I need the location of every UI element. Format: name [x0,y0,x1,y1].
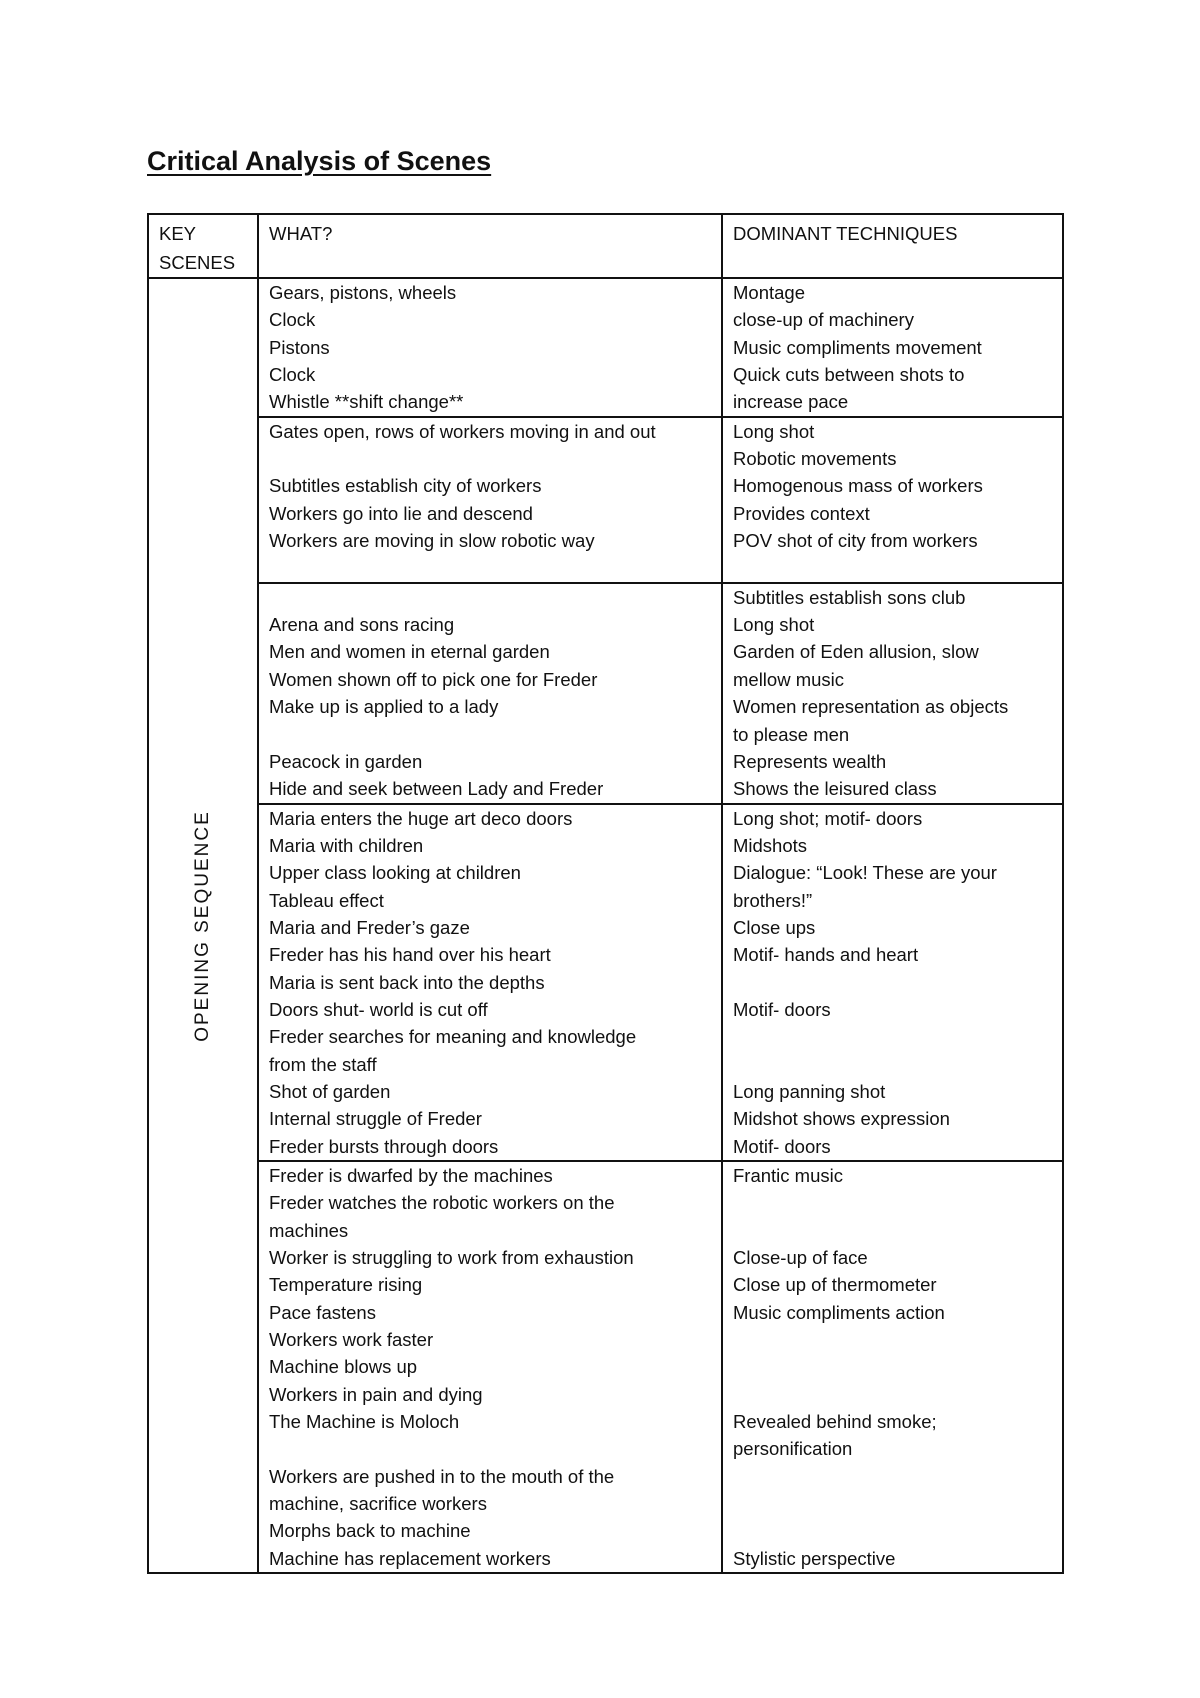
header-what: WHAT? [258,214,722,278]
techniques-cell [722,804,1063,1161]
table-row [148,804,1063,1161]
what-line: Machine blows up [269,1356,418,1378]
technique-line: Represents wealth [733,750,887,772]
header-row [148,214,1063,278]
what-line: Pace fastens [269,1301,376,1323]
what-line: Peacock in garden [269,750,423,772]
header-key-scenes: KEY SCENES [148,214,258,278]
technique-line: Women representation as objects [733,696,1009,718]
technique-line: Long panning shot [733,1080,886,1102]
techniques-cell [722,1161,1063,1573]
what-line: Temperature rising [269,1274,423,1296]
what-line: Maria is sent back into the depths [269,971,545,993]
technique-line: Robotic movements [733,448,897,470]
analysis-table [147,213,1064,1574]
what-line: Gears, pistons, wheels [269,282,457,303]
technique-line [733,1326,1052,1353]
what-cell [258,583,722,804]
key-scene-cell [148,278,258,1573]
what-line [269,1435,711,1462]
what-line: Clock [269,364,316,386]
what-line: Workers go into lie and descend [269,502,533,524]
technique-line: Long shot; motif- doors [733,807,923,829]
what-line: Gates open, rows of workers moving in and out [269,420,656,442]
technique-line [733,1189,1052,1216]
what-line: Maria with children [269,834,424,856]
what-line: machines [269,1219,349,1241]
what-line: Workers are pushed in to the mouth of the [269,1465,615,1487]
what-line: Maria enters the huge art deco doors [269,807,573,829]
technique-line [733,1353,1052,1380]
technique-line: Motif- doors [733,1135,831,1157]
what-line: Women shown off to pick one for Freder [269,668,598,690]
technique-line [733,969,1052,996]
technique-line: Revealed behind smoke; [733,1411,937,1433]
what-line: Freder bursts through doors [269,1135,499,1157]
technique-line: mellow music [733,668,845,690]
what-line: Morphs back to machine [269,1520,471,1542]
what-cell [258,804,722,1161]
technique-line [733,1517,1052,1544]
what-line: Machine has replacement workers [269,1547,551,1569]
what-line: Freder searches for meaning and knowledge [269,1026,637,1048]
what-line: Freder has his hand over his heart [269,944,551,966]
technique-line: Frantic music [733,1165,843,1186]
technique-line: close-up of machinery [733,309,914,331]
table-row [148,417,1063,583]
technique-line: personification [733,1438,853,1460]
what-line: machine, sacrifice workers [269,1493,487,1515]
technique-line [733,1490,1052,1517]
what-line: Doors shut- world is cut off [269,998,488,1020]
technique-line: Stylistic perspective [733,1547,896,1569]
technique-line [733,1463,1052,1490]
technique-line [733,1023,1052,1050]
what-line: Workers work faster [269,1329,434,1351]
what-line: Pistons [269,336,330,358]
what-cell [258,1161,722,1573]
technique-line: Long shot [733,614,815,636]
technique-line: Long shot [733,420,815,442]
technique-line: Montage [733,282,805,303]
what-line: Arena and sons racing [269,614,455,636]
what-line: Freder watches the robotic workers on the [269,1192,615,1214]
what-line: Men and women in eternal garden [269,641,550,663]
key-scene-label: OPENING SEQUENCE [192,809,213,1042]
technique-line [733,1217,1052,1244]
techniques-cell [722,417,1063,583]
what-line: Whistle **shift change** [269,391,464,413]
technique-line: Provides context [733,502,870,524]
header-techniques: DOMINANT TECHNIQUES [722,214,1063,278]
techniques-cell [722,583,1063,804]
technique-line: Midshot shows expression [733,1108,950,1130]
what-line: Tableau effect [269,889,384,911]
technique-line: Motif- doors [733,998,831,1020]
what-line: Upper class looking at children [269,862,521,884]
technique-line: Homogenous mass of workers [733,475,983,497]
technique-line: POV shot of city from workers [733,530,978,552]
technique-line [733,554,1052,581]
table-row [148,583,1063,804]
what-line: The Machine is Moloch [269,1411,460,1433]
technique-line: increase pace [733,391,849,413]
what-line: Make up is applied to a lady [269,696,499,718]
technique-line: Close ups [733,916,816,938]
what-line: Shot of garden [269,1080,391,1102]
what-line: Internal struggle of Freder [269,1108,482,1130]
what-line: Maria and Freder’s gaze [269,916,470,938]
technique-line: Close up of thermometer [733,1274,937,1296]
technique-line: Midshots [733,834,808,856]
what-line: Workers are moving in slow robotic way [269,530,595,552]
what-line: Subtitles establish city of workers [269,475,542,497]
techniques-cell [722,278,1063,417]
technique-line: Quick cuts between shots to [733,364,965,386]
what-line [269,584,711,611]
technique-line: Music compliments action [733,1301,945,1323]
technique-line: Close-up of face [733,1247,868,1269]
what-cell [258,417,722,583]
technique-line: Garden of Eden allusion, slow [733,641,979,663]
technique-line: Subtitles establish sons club [733,586,966,608]
what-line [269,445,711,472]
technique-line: brothers!” [733,889,813,911]
technique-line: Shows the leisured class [733,778,937,800]
what-line [269,554,711,581]
what-line: Worker is struggling to work from exhaustion [269,1247,634,1269]
technique-line [733,1051,1052,1078]
what-line: Clock [269,309,316,331]
table-row [148,1161,1063,1573]
what-line [269,721,711,748]
technique-line [733,1381,1052,1408]
page-title: Critical Analysis of Scenes [147,146,492,176]
table-row [148,278,1063,417]
technique-line: Music compliments movement [733,336,982,358]
technique-line: to please men [733,723,850,745]
what-line: Freder is dwarfed by the machines [269,1165,553,1186]
technique-line: Motif- hands and heart [733,944,919,966]
what-line: Hide and seek between Lady and Freder [269,778,604,800]
technique-line: Dialogue: “Look! These are your [733,862,997,884]
what-line: from the staff [269,1053,377,1075]
what-cell [258,278,722,417]
what-line: Workers in pain and dying [269,1383,483,1405]
